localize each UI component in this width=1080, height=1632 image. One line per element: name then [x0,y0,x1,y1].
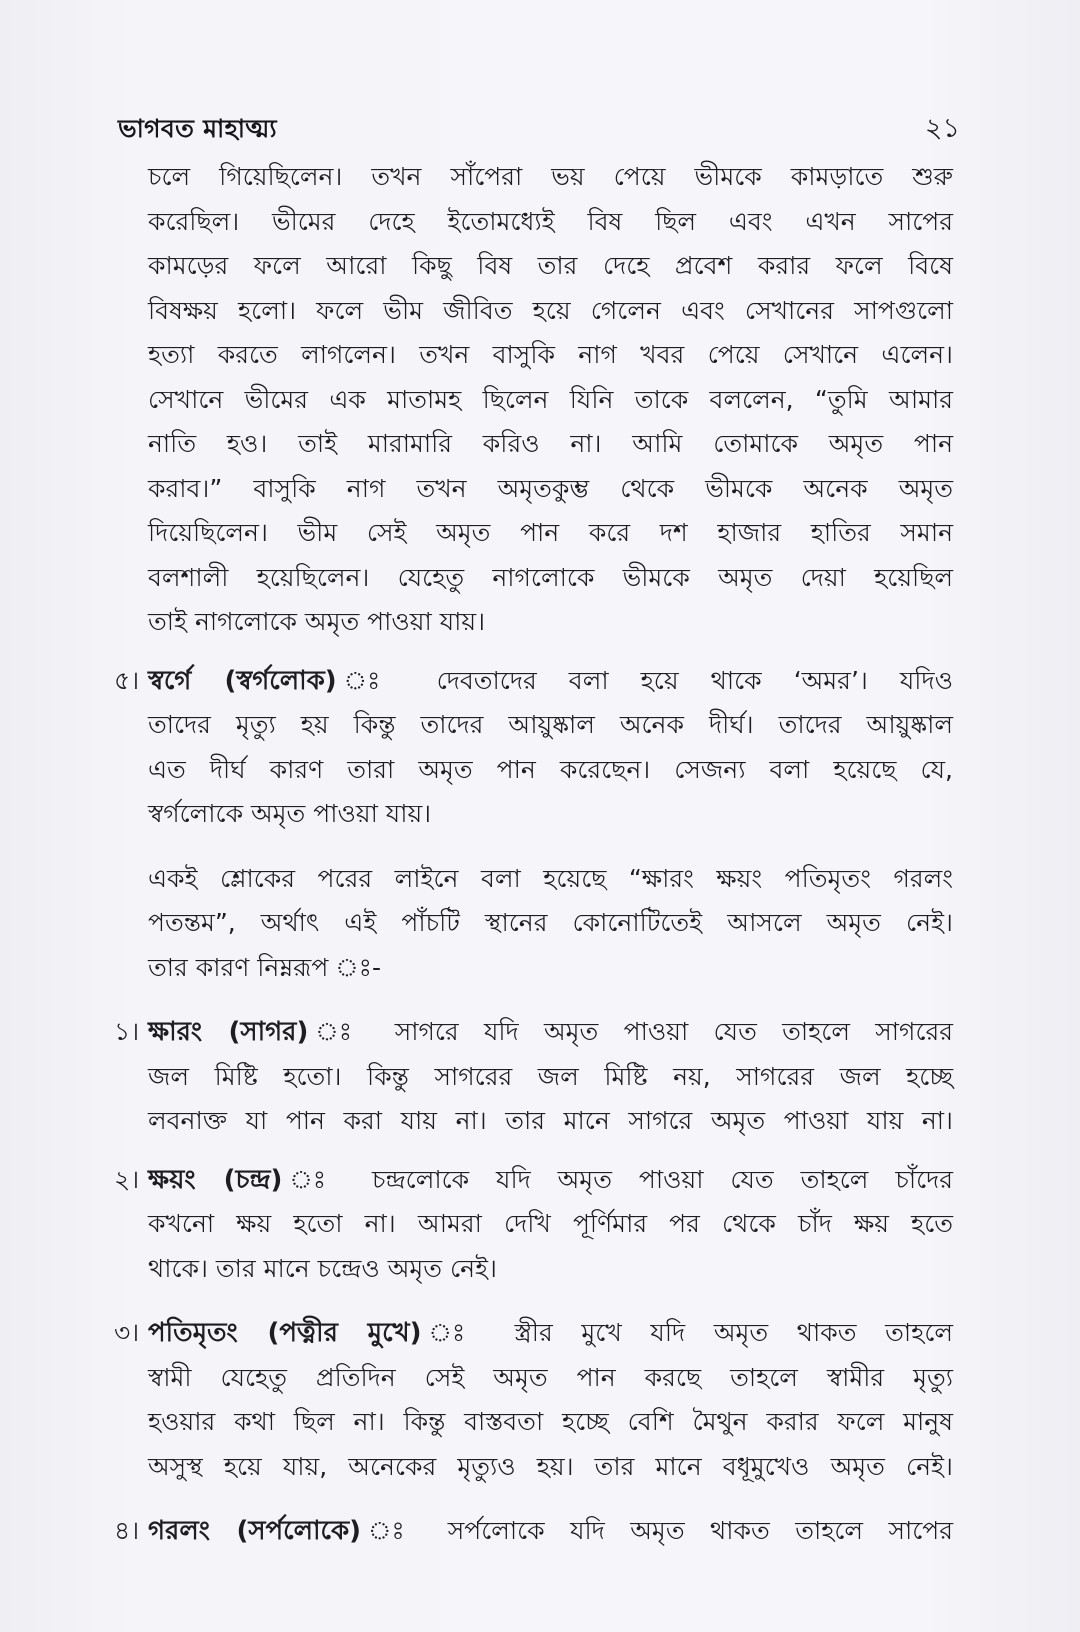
item-term: ক্ষারং (সাগর) [148,1017,309,1047]
item-text: ঃ স্ত্রীর মুখে যদি অমৃত থাকত তাহলে [421,1318,953,1347]
text-line: বলশালী হয়েছিলেন। যেহেতু নাগলোকে ভীমকে অমৃত দেয়া হয়েছিল [148,562,953,592]
text-line: তাদের মৃত্যু হয় কিন্তু তাদের আয়ুষ্কাল অনেক দীর্ঘ। তাদের আয়ুষ্কাল [148,710,953,739]
body-text [114,155,954,1554]
item-number: ৩। [114,1318,140,1347]
page-number: ২১ [924,112,960,144]
list-item-4 [114,1509,954,1554]
item-text: ঃ সাগরে যদি অমৃত পাওয়া যেত তাহলে সাগরের [308,1017,953,1046]
text-line: স্বর্গলোকে অমৃত পাওয়া যায়। [148,799,432,828]
list-item-2 [114,1158,953,1292]
item-number: ৫। [114,665,140,695]
item-term: ক্ষয়ং (চন্দ্র) [148,1164,283,1195]
text-line: লবনাক্ত যা পান করা যায় না। তার মানে সাগরে অমৃত পাওয়া যায় না। [148,1106,953,1135]
text-line: নাতি হও। তাই মারামারি করিও না। আমি তোমাকে অমৃত পান [148,429,953,458]
text-line: সেখানে ভীমের এক মাতামহ ছিলেন যিনি তাকে বললেন, “তুমি আমার [148,384,953,414]
item-number: ২। [114,1164,140,1194]
item-term: স্বর্গে (স্বর্গলোক) [148,665,337,696]
text-line: করেছিল। ভীমের দেহে ইতোমধ্যেই বিষ ছিল এবং এখন সাপের [148,206,953,236]
text-line: চলে গিয়েছিলেন। তখন সাঁপেরা ভয় পেয়ে ভীমকে কামড়াতে শুরু [148,162,953,191]
paragraph-verse-explanation [148,857,953,991]
item-text: ঃ চন্দ্রলোকে যদি অমৃত পাওয়া যেত তাহলে চাঁদের [282,1164,953,1194]
item-first-line [148,1509,953,1554]
text-line: তাই নাগলোকে অমৃত পাওয়া যায়। [148,607,486,636]
item-first-line [148,659,953,704]
list-item-1 [114,1010,953,1144]
item-number: ১। [114,1017,140,1046]
item-term: গরলং (সর্পলোকে) [148,1516,362,1546]
book-title: ভাগবত মাহাত্ম্য [118,113,277,143]
list-item-3 [114,1311,953,1489]
list-item-5 [114,659,953,837]
text-line: পতন্তম”, অর্থাৎ এই পাঁচটি স্থানের কোনোটিতেই আসলে অমৃত নেই। [148,908,953,937]
text-line: বিষক্ষয় হলো। ফলে ভীম জীবিত হয়ে গেলেন এবং সেখানের সাপগুলো [148,295,953,325]
text-line: তার কারণ নিম্নরূপ ঃ- [148,952,382,982]
text-line: হত্যা করতে লাগলেন। তখন বাসুকি নাগ খবর পেয়ে সেখানে এলেন। [148,340,953,369]
text-line: জল মিষ্টি হতো। কিন্তু সাগরের জল মিষ্টি নয়, সাগরের জল হচ্ছে [148,1061,953,1091]
text-line: দিয়েছিলেন। ভীম সেই অমৃত পান করে দশ হাজার হাতির সমান [148,518,953,547]
text-line: স্বামী যেহেতু প্রতিদিন সেই অমৃত পান করছে তাহলে স্বামীর মৃত্যু [148,1362,953,1392]
item-text: ঃ দেবতাদের বলা হয়ে থাকে ‘অমর’। যদিও [336,665,953,695]
paragraph-continuation [148,155,953,645]
item-number: ৪। [114,1516,140,1545]
text-line: হওয়ার কথা ছিল না। কিন্তু বাস্তবতা হচ্ছে বেশি মৈথুন করার ফলে মানুষ [148,1407,953,1436]
text-line: কখনো ক্ষয় হতো না। আমরা দেখি পূর্ণিমার পর থেকে চাঁদ ক্ষয় হতে [148,1209,953,1238]
item-first-line [148,1158,953,1203]
text-line: অসুস্থ হয়ে যায়, অনেকের মৃত্যুও হয়। তার মানে বধূমুখেও অমৃত নেই। [148,1451,953,1481]
text-line: একই শ্লোকের পরের লাইনে বলা হয়েছে “ক্ষারং ক্ষয়ং পতিমৃতং গরলং [148,863,953,893]
text-line: করাব।” বাসুকি নাগ তখন অমৃতকুম্ভ থেকে ভীমকে অনেক অমৃত [148,473,953,503]
text-line: কামড়ের ফলে আরো কিছু বিষ তার দেহে প্রবেশ করার ফলে বিষে [148,251,953,280]
item-term: পতিমৃতং (পত্নীর মুখে) [148,1318,422,1348]
item-first-line [148,1010,953,1055]
item-first-line [148,1311,953,1356]
running-header [118,110,960,150]
text-line: এত দীর্ঘ কারণ তারা অমৃত পান করেছেন। সেজন্য বলা হয়েছে যে, [148,754,953,784]
item-text: ঃ সর্পলোকে যদি অমৃত থাকত তাহলে সাপের [361,1516,954,1545]
text-line: থাকে। তার মানে চন্দ্রেও অমৃত নেই। [148,1253,497,1283]
